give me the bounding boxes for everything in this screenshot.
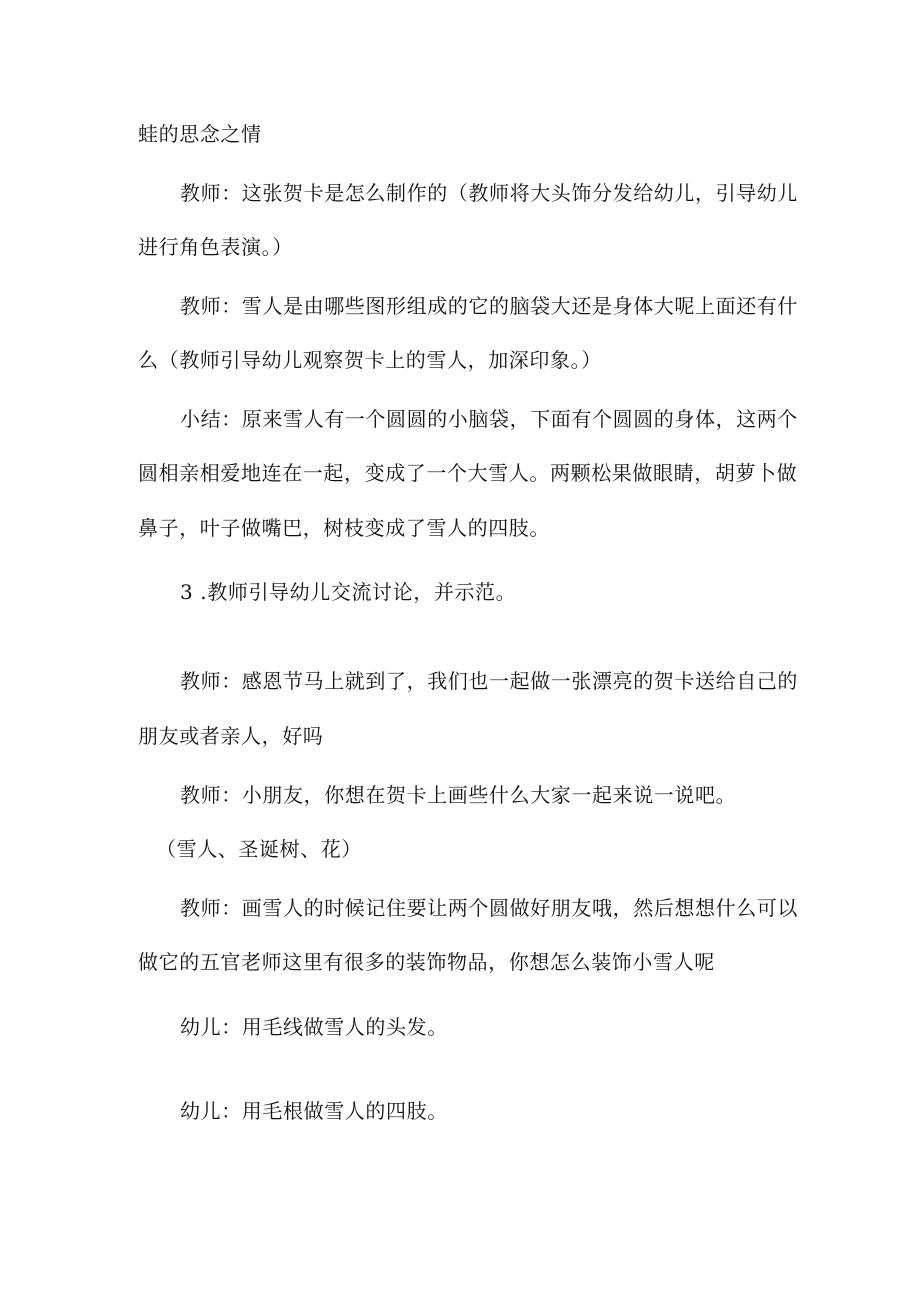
paragraph-line: 幼儿：用毛根做雪人的四肢。 bbox=[180, 1099, 448, 1123]
paragraph-line: 蛙的思念之情 bbox=[138, 122, 262, 146]
paragraph-line: 教师：这张贺卡是怎么制作的（教师将大头饰分发给幼儿，引导幼儿 bbox=[180, 181, 798, 205]
paragraph-line: 进行角色表演。） bbox=[138, 235, 293, 259]
paragraph-line: 教师：画雪人的时候记住要让两个圆做好朋友哦，然后想想什么可以 bbox=[180, 896, 798, 920]
paragraph-line: 做它的五官老师这里有很多的装饰物品，你想怎么装饰小雪人呢 bbox=[138, 950, 715, 974]
paragraph-line: 鼻子，叶子做嘴巴，树枝变成了雪人的四肢。 bbox=[138, 516, 550, 540]
paragraph-line: 小结：原来雪人有一个圆圆的小脑袋，下面有个圆圆的身体，这两个 bbox=[180, 407, 798, 431]
paragraph-line: 朋友或者亲人，好吗 bbox=[138, 724, 324, 748]
paragraph-line: 么（教师引导幼儿观察贺卡上的雪人，加深印象。） bbox=[138, 348, 602, 372]
paragraph-line: （雪人、圣诞树、花） bbox=[156, 837, 362, 861]
paragraph-line: 圆相亲相爱地连在一起，变成了一个大雪人。两颗松果做眼睛，胡萝卜做 bbox=[138, 461, 798, 485]
paragraph-line: 幼儿：用毛线做雪人的头发。 bbox=[180, 1015, 448, 1039]
paragraph-line: 教师：雪人是由哪些图形组成的它的脑袋大还是身体大呢上面还有什 bbox=[180, 294, 798, 318]
paragraph-line: 教师：小朋友，你想在贺卡上画些什么大家一起来说一说吧。 bbox=[180, 783, 737, 807]
paragraph-line: 教师：感恩节马上就到了，我们也一起做一张漂亮的贺卡送给自己的 bbox=[180, 669, 798, 693]
section-heading: 3 .教师引导幼儿交流讨论，并示范。 bbox=[180, 580, 517, 604]
